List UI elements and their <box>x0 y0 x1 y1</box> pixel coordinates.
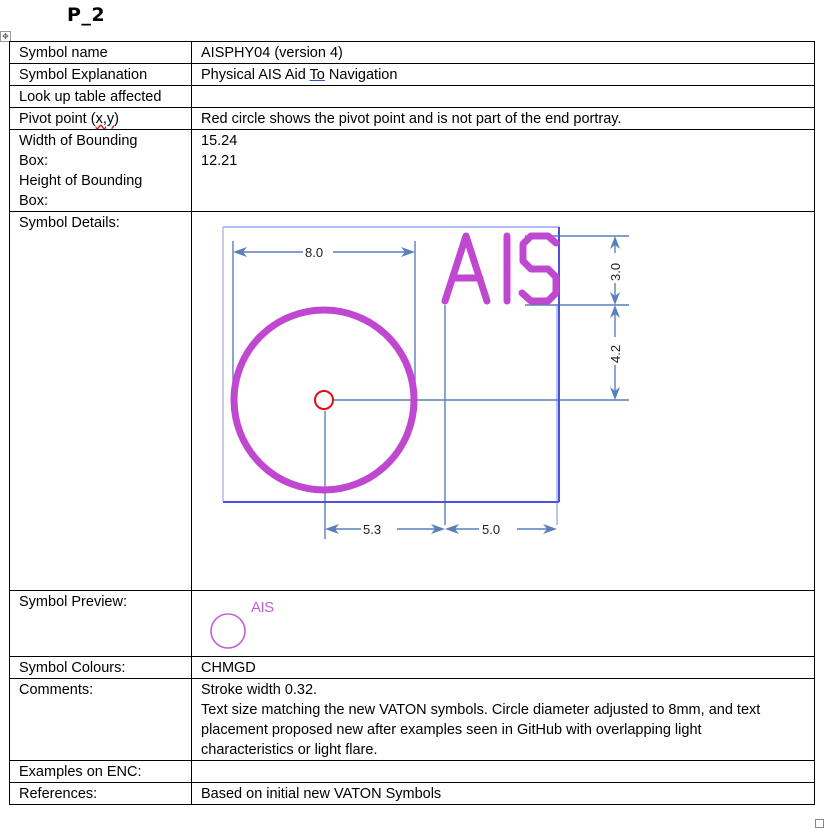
label-lookup-table: Look up table affected <box>10 86 192 108</box>
dim-label-text-height: 3.0 <box>608 262 623 281</box>
spelling-flag-xy[interactable]: x,y <box>95 111 115 127</box>
label-bounding-box <box>10 130 192 212</box>
symbol-diagram-svg <box>201 213 821 589</box>
pivot-label-post: ) <box>114 111 119 127</box>
label-height-line1: Height of Bounding <box>19 173 143 189</box>
value-height: 12.21 <box>201 153 238 169</box>
comment-line-2: Text size matching the new VATON symbols. Circle diameter adjusted to 8mm, and text placement proposed new after examples seen in GitHub with overlapping light characteristics or light flare. <box>201 702 761 758</box>
row-symbol-preview <box>10 591 815 657</box>
row-pivot-point <box>10 108 815 130</box>
label-pivot-point <box>10 108 192 130</box>
pivot-point-marker <box>315 391 333 409</box>
label-symbol-preview: Symbol Preview: <box>10 591 192 657</box>
value-comments <box>192 679 815 761</box>
label-width-line1: Width of Bounding <box>19 133 138 149</box>
dimension-arrowheads <box>233 236 620 534</box>
explanation-text-pre: Physical AIS Aid <box>201 67 310 83</box>
label-examples-on-enc: Examples on ENC: <box>10 761 192 783</box>
value-width: 15.24 <box>201 133 238 149</box>
dim-label-text-offset: 4.2 <box>608 344 623 363</box>
row-references <box>10 783 815 805</box>
row-examples-on-enc <box>10 761 815 783</box>
symbol-preview-svg <box>201 592 321 654</box>
value-references: Based on initial new VATON Symbols <box>192 783 815 805</box>
value-lookup-table <box>192 86 815 108</box>
label-comments: Comments: <box>10 679 192 761</box>
table-resize-handle[interactable] <box>815 819 824 828</box>
symbol-ais-text <box>445 236 556 301</box>
label-symbol-explanation: Symbol Explanation <box>10 64 192 86</box>
value-symbol-colours: CHMGD <box>192 657 815 679</box>
symbol-details-diagram <box>192 212 815 591</box>
table-move-handle-icon[interactable]: ✥ <box>0 31 11 42</box>
symbol-spec-table <box>9 41 815 805</box>
symbol-preview <box>192 591 815 657</box>
label-symbol-name: Symbol name <box>10 42 192 64</box>
page-title: P_2 <box>67 4 106 26</box>
value-bounding-box <box>192 130 815 212</box>
row-symbol-explanation <box>10 64 815 86</box>
grammar-flag-to[interactable]: To <box>309 67 325 83</box>
row-lookup-table <box>10 86 815 108</box>
preview-ais-text: AIS <box>251 599 274 616</box>
value-examples-on-enc <box>192 761 815 783</box>
pivot-label-pre: Pivot point ( <box>19 111 96 127</box>
label-symbol-colours: Symbol Colours: <box>10 657 192 679</box>
dim-label-circle-width: 8.0 <box>305 245 324 260</box>
value-symbol-name: AISPHY04 (version 4) <box>192 42 815 64</box>
dimension-labels <box>305 245 623 537</box>
row-symbol-name <box>10 42 815 64</box>
dim-label-pivot-to-text: 5.3 <box>363 522 382 537</box>
dim-label-text-width: 5.0 <box>482 522 501 537</box>
row-symbol-colours <box>10 657 815 679</box>
label-width-line2: Box: <box>19 153 49 169</box>
label-symbol-details: Symbol Details: <box>10 212 192 591</box>
label-height-line2: Box: <box>19 193 49 209</box>
label-references: References: <box>10 783 192 805</box>
comment-line-1: Stroke width 0.32. <box>201 682 318 698</box>
value-pivot-point: Red circle shows the pivot point and is not part of the end portray. <box>192 108 815 130</box>
value-symbol-explanation <box>192 64 815 86</box>
explanation-text-post: Navigation <box>324 67 398 83</box>
row-bounding-box <box>10 130 815 212</box>
dimension-lines <box>223 227 629 539</box>
row-symbol-details <box>10 212 815 591</box>
row-comments <box>10 679 815 761</box>
preview-circle <box>211 614 245 648</box>
